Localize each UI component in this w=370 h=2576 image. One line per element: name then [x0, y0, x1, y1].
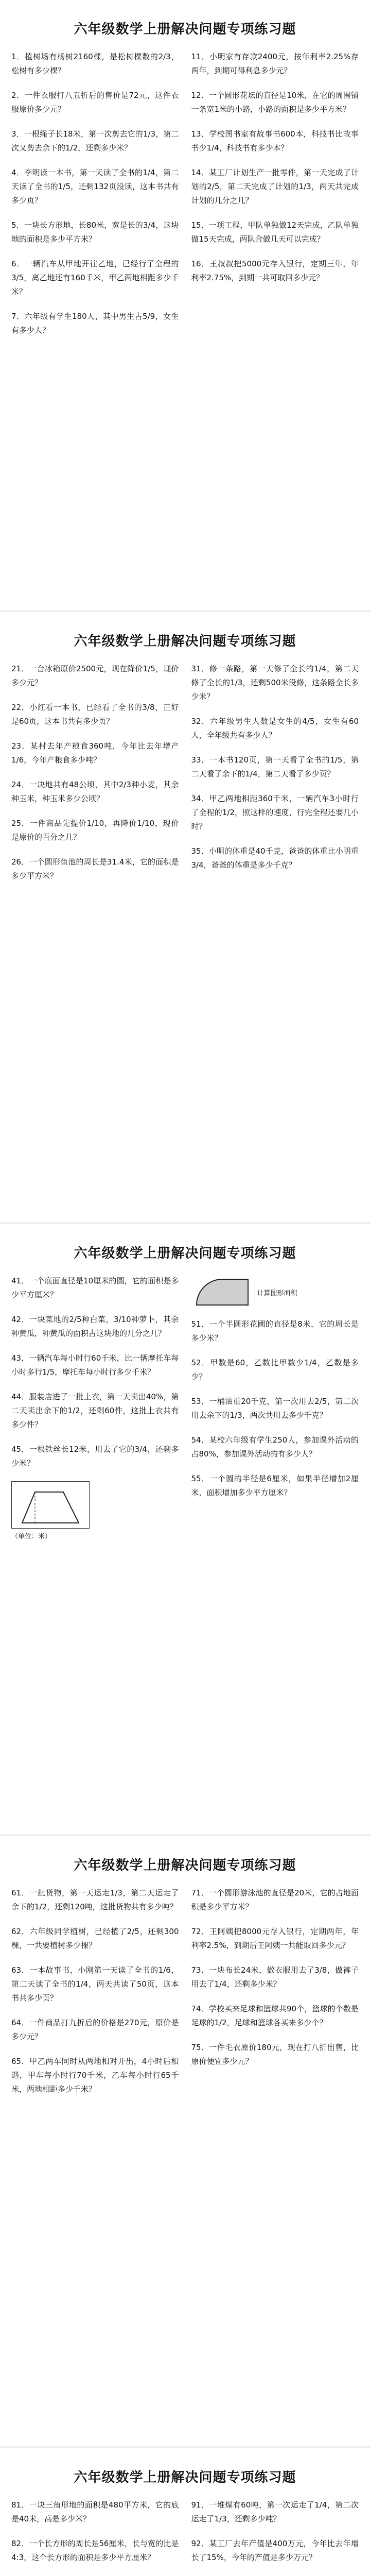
page-title: 六年级数学上册解决问题专项练习题	[74, 634, 296, 649]
left-column	[11, 2498, 179, 2576]
problem: 52．甲数是60，乙数比甲数少1/4，乙数是多少？	[191, 1358, 359, 1381]
problem: 61．一批货物，第一天运走1/3，第二天运走了余下的1/2，还剩120吨，这批货物共有多少吨？	[11, 1888, 179, 1911]
problem: 54．某校六年级有学生250人，参加课外活动的占80%，参加课外活动的有多少人？	[191, 1435, 359, 1459]
worksheet-page-1	[0, 0, 370, 613]
problem: 21．一台冰箱原价2500元，现在降价1/5，现价多少元？	[11, 664, 179, 687]
left-column	[11, 662, 179, 894]
problem: 33．一本书120页，第一天看了全书的1/5，第二天看了余下的1/4，第二天看了多少页？	[191, 755, 359, 778]
problem: 35．小明的体重是40千克，爸爸的体重比小明重3/4，爸爸的体重是多少千克？	[191, 846, 359, 870]
semicircle-figure	[191, 1274, 359, 1310]
semicircle-shape	[191, 1274, 253, 1310]
problem: 34．甲乙两地相距360千米，一辆汽车3小时行了全程的1/2，照这样的速度，行完全程还要几小时？	[191, 794, 359, 831]
problem: 25．一件商品先提价1/10，再降价1/10，现价是原价的百分之几？	[11, 819, 179, 842]
problem: 6．一辆汽车从甲地开往乙地，已经行了全程的3/5，离乙地还有160千米，甲乙两地相距多少千米？	[11, 259, 179, 296]
problem: 12．一个圆形花坛的直径是10米，在它的周围铺一条宽1米的小路，小路的面积是多少平方米？	[191, 91, 359, 114]
right-column	[191, 1274, 359, 1540]
problem: 15．一项工程，甲队单独做12天完成，乙队单独做15天完成，两队合做几天可以完成？	[191, 221, 359, 244]
problem: 5．一块长方形地，长80米，宽是长的3/4，这块地的面积是多少平方米？	[11, 221, 179, 244]
right-column	[191, 662, 359, 894]
left-column	[11, 1274, 179, 1540]
problem: 24．一块地共有48公顷，其中2/3种小麦，其余种玉米，种玉米多少公顷？	[11, 780, 179, 803]
worksheet-page-5	[0, 2448, 370, 2576]
problem: 7．六年级有学生180人，其中男生占5/9，女生有多少人？	[11, 312, 179, 335]
problem: 74．学校买来足球和篮球共90个，篮球的个数是足球的1/2，足球和篮球各买来多少个？	[191, 2004, 359, 2027]
problem: 71．一个圆形游泳池的直径是20米，它的占地面积是多少平方米？	[191, 1888, 359, 1911]
worksheet-page-4	[0, 1836, 370, 2449]
problem: 45．一根铁丝长12米，用去了它的3/4，还剩多少米？	[11, 1445, 179, 1468]
problem: 53．一桶油重20千克，第一次用去2/5，第二次用去余下的1/3，两次共用去多少千克？	[191, 1397, 359, 1420]
right-column	[191, 2498, 359, 2576]
problem: 75．一件毛衣原价180元，现在打八折出售，比原价便宜多少元？	[191, 2043, 359, 2066]
area-figure	[11, 1481, 179, 1540]
problem: 73．一块布长24米，做衣服用去了3/8，做裤子用去了1/4，还剩多少米？	[191, 1965, 359, 1989]
trapezoid-shape	[11, 1481, 90, 1529]
problem: 3．一根绳子长18米，第一次剪去它的1/3，第二次又剪去余下的1/2，还剩多少米？	[11, 129, 179, 152]
problem: 23．某村去年产粮食360吨，今年比去年增产1/6，今年产粮食多少吨？	[11, 741, 179, 765]
problem: 92．某工厂去年产值是400万元，今年比去年增长了15%，今年的产值是多少万元？	[191, 2539, 359, 2562]
problem: 26．一个圆形鱼池的周长是31.4米，它的面积是多少平方米？	[11, 857, 179, 880]
problem: 1．植树场有杨树2160棵，是松树棵数的2/3，松树有多少棵？	[11, 52, 179, 75]
problem: 65．甲乙两车同时从两地相对开出，4小时后相遇，甲车每小时行70千米，乙车每小时行65千米，两地相距多少千米？	[11, 2057, 179, 2094]
problem: 16．王叔叔把5000元存入银行，定期三年，年利率2.75%，到期一共可取回多少元？	[191, 259, 359, 282]
problem: 44．服装店进了一批上衣，第一天卖出40%，第二天卖出余下的1/2，还剩60件，这批上衣共有多少件？	[11, 1392, 179, 1429]
problem: 91．一堆煤有60吨，第一次运走了1/4，第二次运走了1/3，还剩多少吨？	[191, 2500, 359, 2523]
problem: 22．小红看一本书，已经看了全书的3/8，正好是60页，这本书共有多少页？	[11, 703, 179, 726]
problem: 32．六年级男生人数是女生的4/5，女生有60人，全年级共有多少人？	[191, 717, 359, 740]
page-title: 六年级数学上册解决问题专项练习题	[74, 22, 296, 37]
problem: 55．一个圆的半径是6厘米，如果半径增加2厘米，面积增加多少平方厘米？	[191, 1474, 359, 1497]
left-column	[11, 50, 179, 348]
problem: 14．某工厂计划生产一批零件，第一天完成了计划的2/5，第二天完成了计划的1/3，两天共完成计划的几分之几？	[191, 168, 359, 205]
right-column	[191, 50, 359, 348]
problem: 82．一个长方形的周长是56厘米，长与宽的比是4:3，这个长方形的面积是多少平方厘米？	[11, 2539, 179, 2562]
problem: 2．一件衣服打八五折后的售价是72元，这件衣服原价多少元？	[11, 91, 179, 114]
figure-label: 计算图形面积	[257, 1289, 297, 1297]
worksheet-page-2	[0, 612, 370, 1225]
problem: 4．李明读一本书，第一天读了全书的1/4，第二天读了全书的1/5，还剩132页没读，这本书共有多少页？	[11, 168, 179, 205]
problem: 81．一块三角形地的面积是480平方米，它的底是40米，高是多少米？	[11, 2500, 179, 2523]
page-title: 六年级数学上册解决问题专项练习题	[74, 1858, 296, 1873]
problem: 43．一辆汽车每小时行60千米，比一辆摩托车每小时多行1/5，摩托车每小时行多少千米？	[11, 1353, 179, 1377]
problem: 31．修一条路，第一天修了全长的1/4，第二天修了全长的1/3，还剩500米没修，这条路全长多少米？	[191, 664, 359, 701]
left-column	[11, 1886, 179, 2107]
problem: 62．六年级同学植树，已经植了2/5，还剩300棵，一共要植树多少棵？	[11, 1927, 179, 1950]
problem: 64．一件商品打九折后的价格是270元，原价是多少元？	[11, 2018, 179, 2041]
problem: 51．一个半圆形花圃的直径是8米，它的周长是多少米？	[191, 1319, 359, 1343]
figure-caption: （单位：米）	[11, 1533, 52, 1540]
right-column	[191, 1886, 359, 2107]
page-title: 六年级数学上册解决问题专项练习题	[74, 2470, 296, 2485]
problem: 42．一块菜地的2/5种白菜，3/10种萝卜，其余种黄瓜，种黄瓜的面积占这块地的几分之几？	[11, 1315, 179, 1338]
problem: 13．学校图书室有故事书600本，科技书比故事书少1/4，科技书有多少本？	[191, 129, 359, 152]
page-title: 六年级数学上册解决问题专项练习题	[74, 1246, 296, 1261]
problem: 63．一本故事书，小刚第一天读了全书的1/6，第二天读了全书的1/4，两天共读了50页，这本书共多少页？	[11, 1965, 179, 2003]
problem: 11．小明家有存款2400元，按年利率2.25%存两年，到期可得利息多少元？	[191, 52, 359, 75]
problem: 72．王阿姨把8000元存入银行，定期两年，年利率2.5%，到期后王阿姨一共能取回多少元？	[191, 1927, 359, 1950]
problem: 41．一个底面直径是10厘米的圆，它的面积是多少平方厘米？	[11, 1276, 179, 1299]
worksheet-page-3	[0, 1224, 370, 1837]
